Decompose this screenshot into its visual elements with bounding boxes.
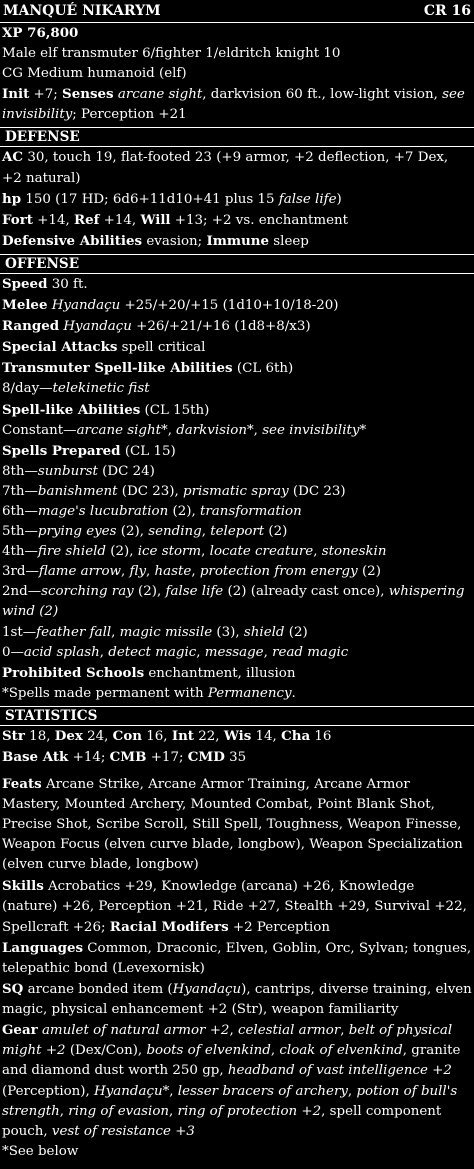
spells-prepared-header: Spells Prepared (CL 15)	[2, 442, 176, 459]
footnote: *See below	[2, 1143, 79, 1159]
init-senses-line: Init +7; Senses arcane sight, darkvision 60 ft., low-light vision, see invisibility; Perception +21	[2, 86, 465, 123]
class-line: Male elf transmuter 6/fighter 1/eldritch knight 10	[2, 46, 341, 62]
challenge-rating: CR 16	[423, 2, 471, 19]
type-line: CG Medium humanoid (elf)	[2, 66, 187, 82]
spell-level-3: 3rd—flame arrow, fly, haste, protection from energy (2)	[2, 564, 381, 580]
spell-level-8: 8th—sunburst (DC 24)	[2, 463, 155, 479]
offense-heading: OFFENSE	[0, 254, 474, 274]
saves-line: Fort +14, Ref +14, Will +13; +2 vs. enchantment	[2, 211, 349, 228]
feats-block: Feats Arcane Strike, Arcane Armor Training, Arcane Armor Mastery, Mounted Archery, Mounted Combat, Point Blank Shot, Precise Shot, Scribe Scroll, Still Spell, Toughness, Weapon Finesse, Weapon Focus (elven curve blade, longbow), Weapon Specialization (elven curve blade, longbow)	[2, 776, 463, 873]
languages-block: Languages Common, Draconic, Elven, Goblin, Orc, Sylvan; tongues, telepathic bond (Levexornisk)	[2, 939, 472, 976]
spell-level-0: 0—acid splash, detect magic, message, read magic	[2, 644, 349, 660]
spell-level-2: 2nd—scorching ray (2), false life (2) (already cast once), whispering wind (2)	[2, 584, 465, 620]
ac-line: AC 30, touch 19, flat-footed 23 (+9 armor, +2 deflection, +7 Dex, +2 natural)	[2, 149, 449, 186]
xp-value: XP 76,800	[2, 25, 79, 41]
spell-level-5: 5th—prying eyes (2), sending, teleport (2)	[2, 524, 288, 540]
combat-stats-line: Base Atk +14; CMB +17; CMD 35	[2, 749, 247, 765]
title-bar	[0, 0, 474, 23]
skills-block: Skills Acrobatics +29, Knowledge (arcana) +26, Knowledge (nature) +26, Perception +21, Ride +27, Stealth +29, Survival +22, Spellcraft +26; Racial Modifers +2 Perception	[2, 877, 467, 935]
spell-level-6: 6th—mage's lucubration (2), transformation	[2, 503, 302, 519]
ability-scores-line: Str 18, Dex 24, Con 16, Int 22, Wis 14, Cha 16	[2, 727, 332, 744]
creature-name: MANQUÉ NIKARYM	[3, 2, 161, 19]
spell-level-7: 7th—banishment (DC 23), prismatic spray (DC 23)	[2, 483, 346, 499]
melee-line: Melee Hyandaçu +25/+20/+15 (1d10+10/18-20)	[2, 297, 339, 314]
transmuter-sla-header: Transmuter Spell-like Abilities (CL 6th)	[2, 360, 294, 377]
permanency-note: *Spells made permanent with Permanency.	[2, 685, 296, 701]
spell-level-4: 4th—fire shield (2), ice storm, locate creature, stoneskin	[2, 544, 387, 560]
sq-block: SQ arcane bonded item (Hyandaçu), cantrips, diverse training, elven magic, physical enhancement +2 (Str), weapon familiarity	[2, 981, 472, 1018]
defense-heading: DEFENSE	[0, 127, 474, 147]
init-label: Init	[2, 86, 30, 103]
prohibited-schools-line: Prohibited Schools enchantment, illusion	[2, 664, 296, 681]
statistics-heading: STATISTICS	[0, 706, 474, 726]
spell-level-1: 1st—feather fall, magic missile (3), shield (2)	[2, 624, 308, 640]
senses-label: Senses	[62, 86, 114, 103]
special-attacks-line: Special Attacks spell critical	[2, 339, 206, 356]
defensive-abilities-line: Defensive Abilities evasion; Immune sleep	[2, 232, 309, 249]
ranged-line: Ranged Hyandaçu +26/+21/+16 (1d8+8/x3)	[2, 318, 311, 335]
transmuter-sla-entry: 8/day—telekinetic fist	[2, 381, 150, 397]
speed-line: Speed 30 ft.	[2, 275, 88, 292]
hp-line: hp 150 (17 HD; 6d6+11d10+41 plus 15 false life)	[2, 190, 342, 207]
gear-block: Gear amulet of natural armor +2, celestial armor, belt of physical might +2 (Dex/Con), boots of elvenkind, cloak of elvenkind, granite and diamond dust worth 250 gp, headband of vast intelligence +2 (Perception), Hyandaçu*, lesser bracers of archery, potion of bull's strength, ring of evasion, ring of protection +2, spell component pouch, vest of resistance +3	[2, 1022, 461, 1139]
sla-entry: Constant—arcane sight*, darkvision*, see invisibility*	[2, 422, 367, 438]
sla-header: Spell-like Abilities (CL 15th)	[2, 401, 210, 418]
xp-line	[0, 23, 474, 44]
